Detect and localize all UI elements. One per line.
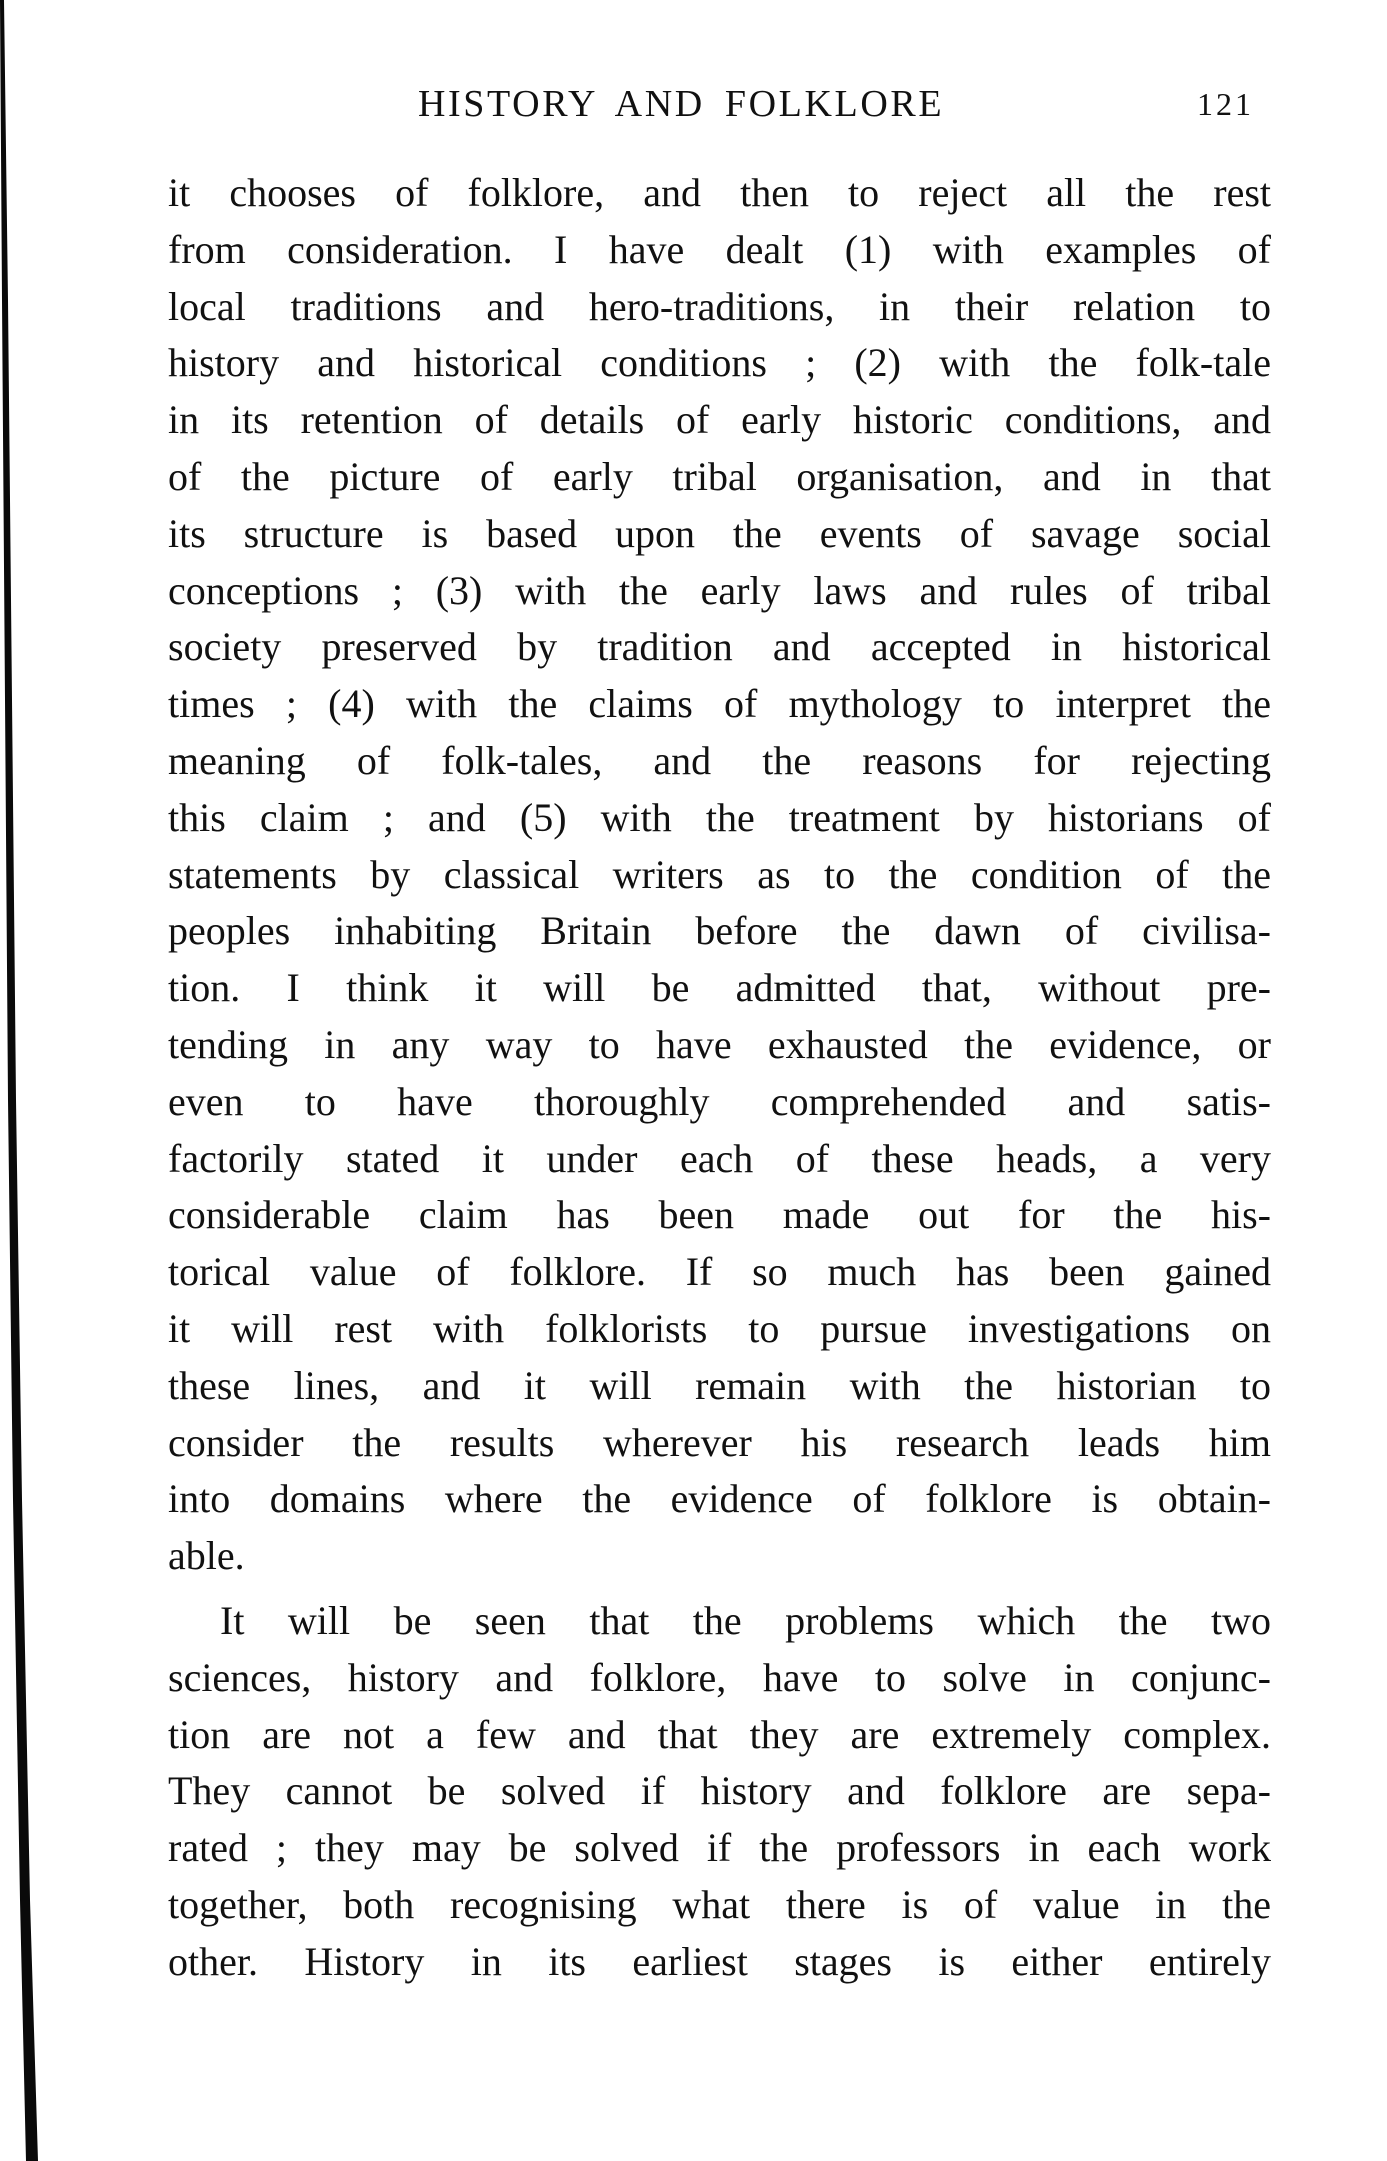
text-line: these lines, and it will remain with the historian to xyxy=(168,1362,1271,1408)
text-line: torical value of folklore. If so much has been gained xyxy=(168,1249,1271,1295)
text-line: sciences, history and folklore, have to solve in conjunc- xyxy=(168,1654,1271,1700)
text-line: peoples inhabiting Britain before the dawn of civilisa- xyxy=(168,908,1271,954)
text-line: conceptions ; (3) with the early laws and rules of tribal xyxy=(168,567,1271,613)
text-line: history and historical conditions ; (2) with the folk-tale xyxy=(168,340,1271,386)
page-number: 121 xyxy=(1197,86,1254,122)
paragraph-1 xyxy=(168,165,1271,1585)
running-head xyxy=(0,82,1387,132)
running-title: HISTORY AND FOLKLORE xyxy=(418,83,945,125)
text-line: It will be seen that the problems which the two xyxy=(220,1597,1271,1643)
text-line: together, both recognising what there is of value in the xyxy=(168,1881,1271,1927)
text-line: it will rest with folklorists to pursue investigations on xyxy=(168,1305,1271,1351)
text-line: They cannot be solved if history and folklore are sepa- xyxy=(168,1768,1271,1814)
body-text xyxy=(168,165,1271,1991)
page-binding-edge xyxy=(0,0,60,2161)
binding-shadow xyxy=(0,0,38,2161)
text-line: considerable claim has been made out for the his- xyxy=(168,1192,1271,1238)
text-line: tion are not a few and that they are extremely complex. xyxy=(168,1711,1271,1757)
text-line: tending in any way to have exhausted the evidence, or xyxy=(168,1021,1271,1067)
text-line: society preserved by tradition and accepted in historical xyxy=(168,624,1271,670)
text-line: this claim ; and (5) with the treatment by historians of xyxy=(168,794,1271,840)
text-line: tion. I think it will be admitted that, without pre- xyxy=(168,965,1271,1011)
text-line: of the picture of early tribal organisation, and in that xyxy=(168,453,1271,499)
text-line: consider the results wherever his research leads him xyxy=(168,1419,1271,1465)
text-line: from consideration. I have dealt (1) with examples of xyxy=(168,226,1271,272)
text-line: factorily stated it under each of these heads, a very xyxy=(168,1135,1271,1181)
text-line: it chooses of folklore, and then to reject all the rest xyxy=(168,170,1271,215)
text-line: statements by classical writers as to the condition of the xyxy=(168,851,1271,897)
text-line: local traditions and hero-traditions, in their relation to xyxy=(168,283,1271,329)
text-line: into domains where the evidence of folklore is obtain- xyxy=(168,1476,1271,1522)
text-line: able. xyxy=(168,1533,245,1579)
text-line: times ; (4) with the claims of mythology to interpret the xyxy=(168,681,1271,727)
text-line: its structure is based upon the events of savage social xyxy=(168,510,1271,556)
text-line: in its retention of details of early historic conditions, and xyxy=(168,397,1271,443)
text-line: even to have thoroughly comprehended and satis- xyxy=(168,1078,1271,1124)
text-line: rated ; they may be solved if the professors in each work xyxy=(168,1825,1271,1871)
paragraph-2 xyxy=(168,1593,1271,1991)
paragraph-gap xyxy=(168,1585,1271,1593)
text-line: meaning of folk-tales, and the reasons for rejecting xyxy=(168,737,1271,783)
text-line: other. History in its earliest stages is either entirely xyxy=(168,1938,1271,1984)
